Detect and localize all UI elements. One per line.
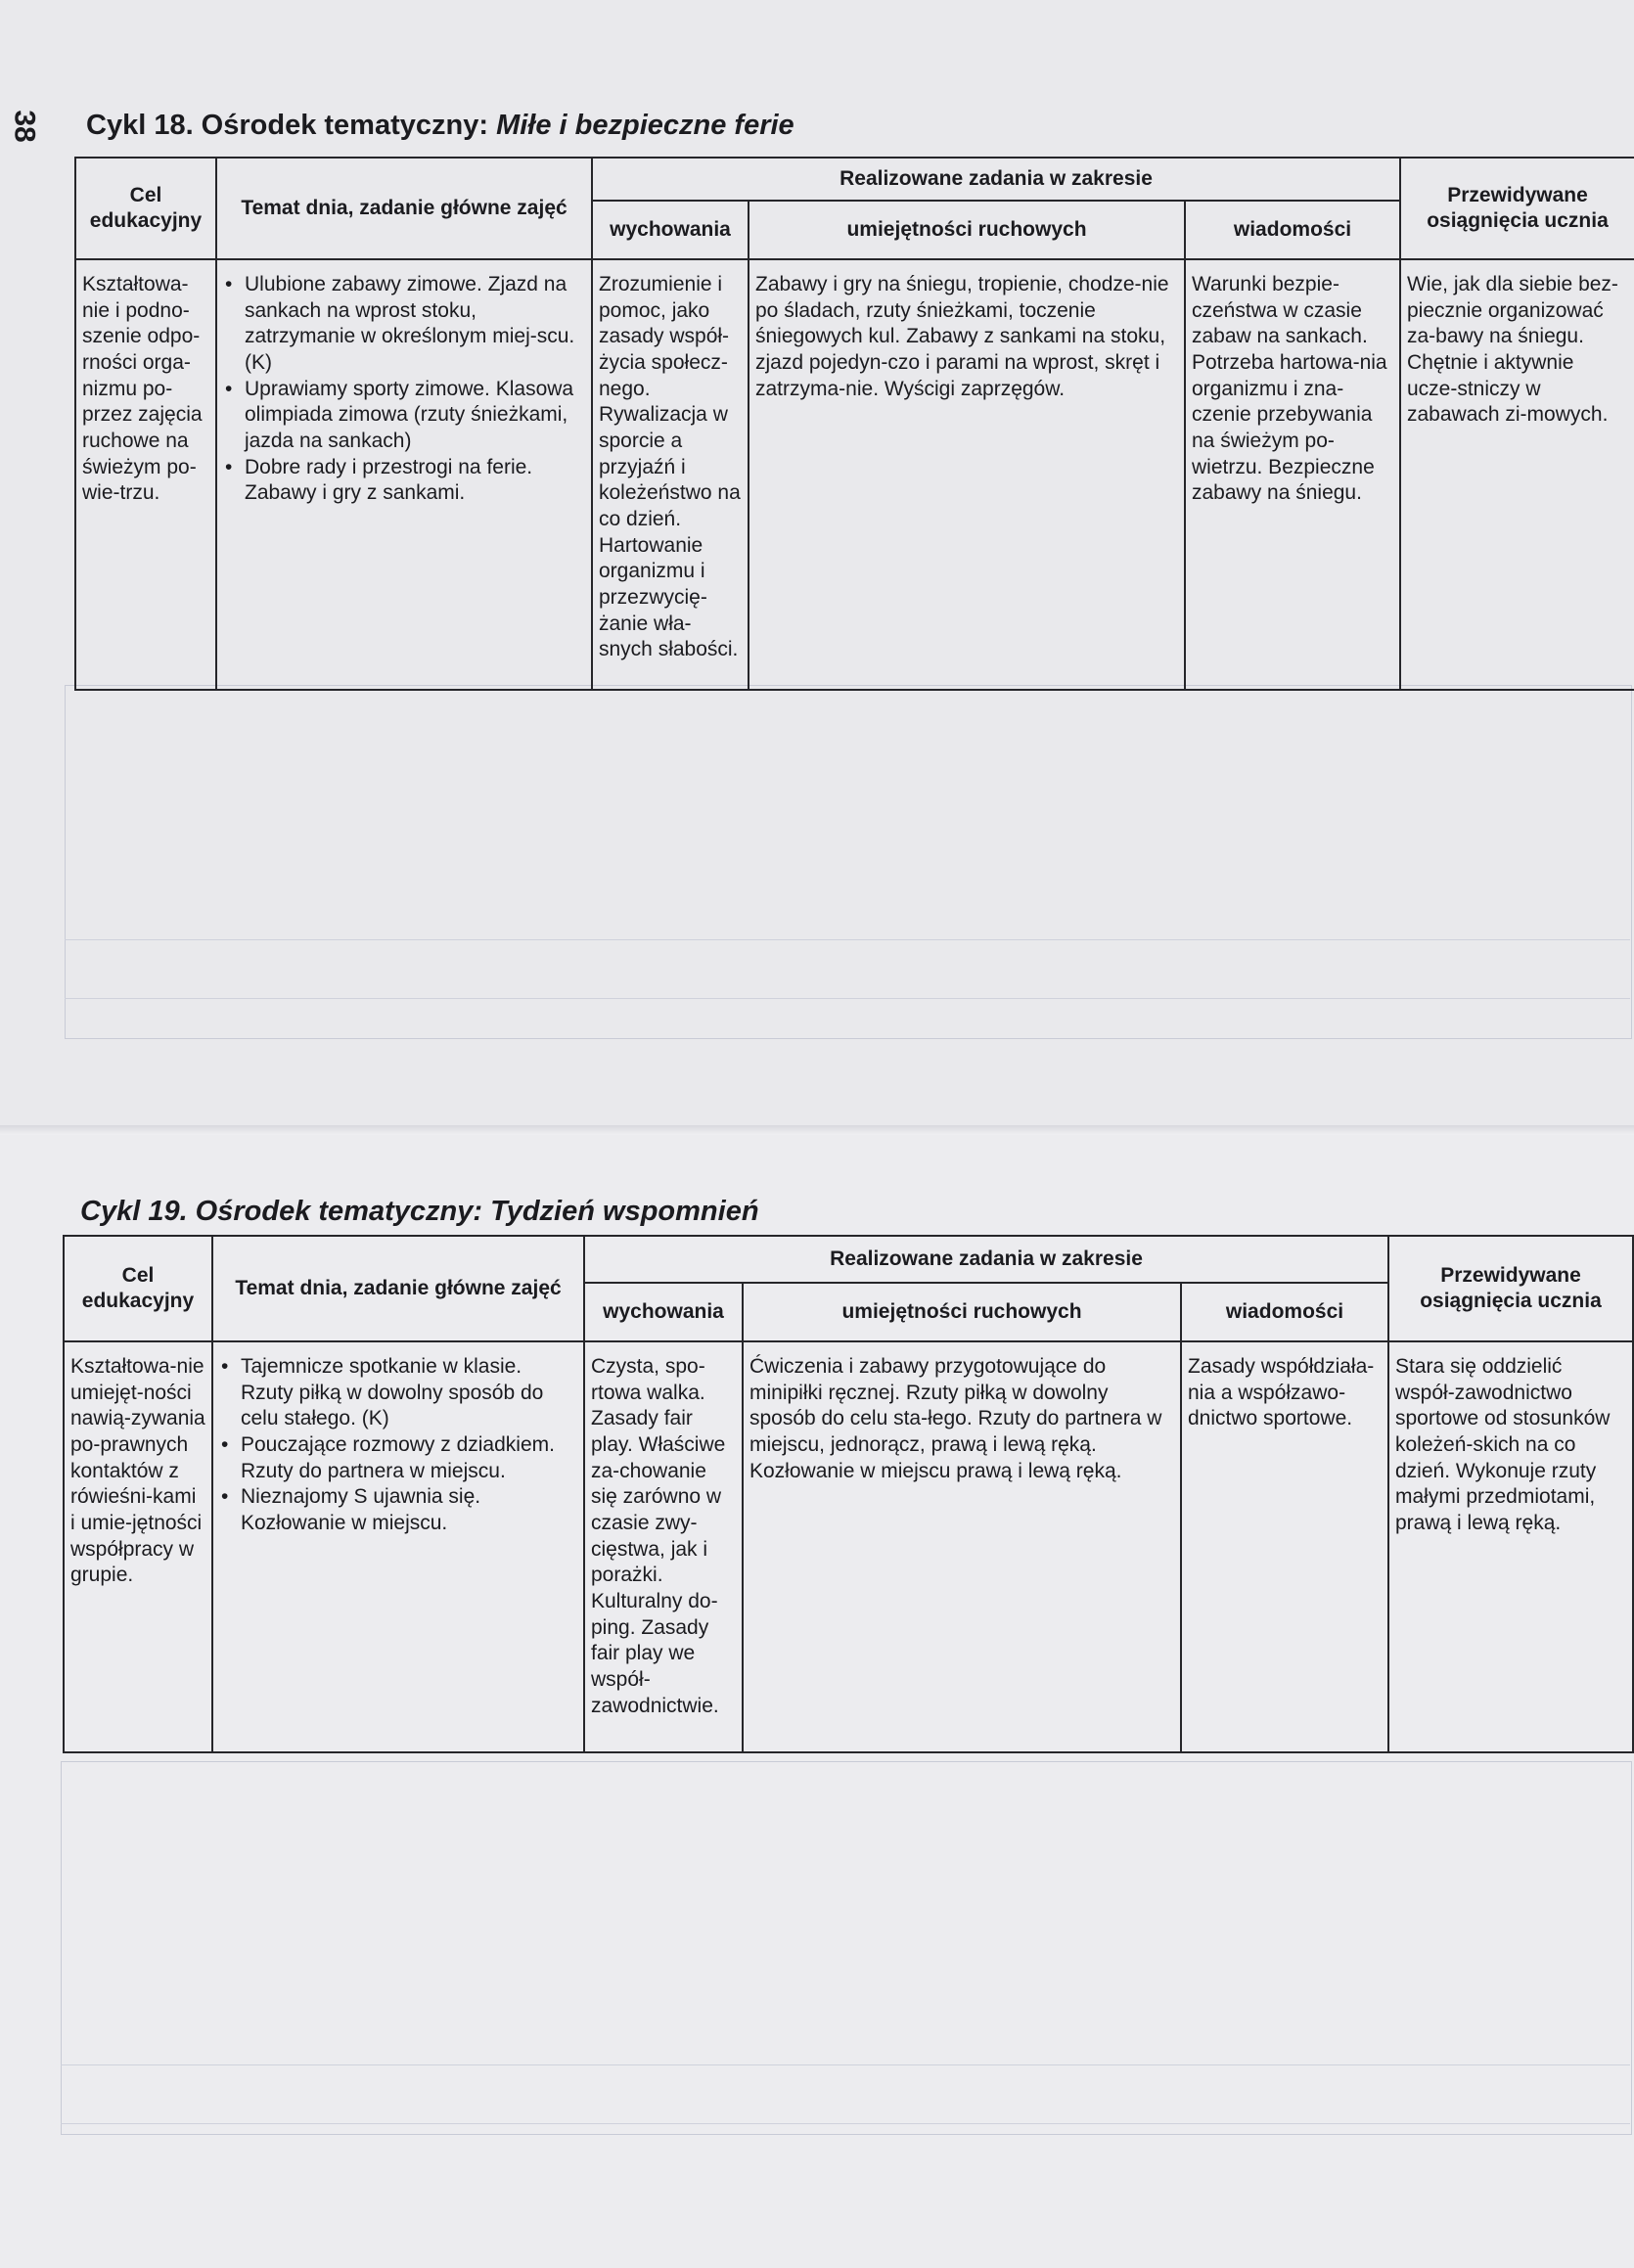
topic-list: [223, 272, 585, 507]
header-knowledge: wiadomości: [1185, 201, 1400, 259]
table-row: [64, 1341, 1633, 1752]
cycle-18-heading: [86, 110, 794, 142]
motor-skills-text: Ćwiczenia i zabawy przygotowujące do minipiłki ręcznej. Rzuty piłką w dowolny sposób do celu sta-łego. Rzuty do partnera w miejscu, jednorącz, prawą i lewą ręką. Kozłowanie w miejscu prawą i lewą ręką.: [749, 1355, 1162, 1482]
heading-topic: Miłe i bezpieczne ferie: [496, 110, 794, 141]
bleed-through-line: [65, 939, 1630, 940]
header-outcomes: Przewidywane osiągnięcia ucznia: [1400, 158, 1634, 259]
heading-prefix: Cykl 18. Ośrodek tematyczny:: [86, 110, 497, 141]
goal-text: Kształtowa-nie i podno-szenie odpo-rności orga-nizmu po-przez zajęcia ruchowe na świeżym po-wie-trzu.: [82, 273, 203, 505]
header-outcomes: Przewidywane osiągnięcia ucznia: [1388, 1236, 1633, 1341]
page-number: 38: [8, 110, 41, 143]
goal-cell: [75, 259, 216, 690]
bleed-through-line: [65, 998, 1630, 999]
header-upbringing: wychowania: [584, 1283, 743, 1341]
topic-cell: [216, 259, 592, 690]
heading-topic: Tydzień wspomnień: [490, 1196, 759, 1227]
bleed-through-line: [61, 2123, 1630, 2124]
header-tasks: Realizowane zadania w zakresie: [584, 1236, 1388, 1283]
outcomes-cell: [1400, 259, 1634, 690]
knowledge-cell: [1185, 259, 1400, 690]
heading-prefix: Cykl 19. Ośrodek tematyczny:: [80, 1196, 491, 1227]
goal-text: Kształtowa-nie umiejęt-ności nawią-zywania po-prawnych kontaktów z rówieśni-kami i umie-jętności współpracy w grupie.: [70, 1355, 205, 1587]
knowledge-text: Zasady współdziała-nia a współzawo-dnictwo sportowe.: [1188, 1355, 1375, 1430]
bleed-through-table: [61, 1761, 1632, 2135]
upbringing-cell: [592, 259, 749, 690]
motor-skills-cell: [743, 1341, 1181, 1752]
topic-item: • Uprawiamy sporty zimowe. Klasowa olimpiada zimowa (rzuty śnieżkami, jazda na sankach): [223, 377, 585, 455]
cycle-19-heading: [80, 1196, 759, 1228]
knowledge-cell: [1181, 1341, 1388, 1752]
topic-list: [219, 1354, 577, 1537]
upbringing-text: Czysta, spo-rtowa walka. Zasady fair play. Właściwe za-chowanie się zarówno w czasie zwy-cięstwa, jak i porażki. Kulturalny do-ping. Zasady fair play we współ-zawodnictwie.: [591, 1355, 726, 1717]
cycle-18-table: [74, 157, 1634, 691]
outcomes-cell: [1388, 1341, 1633, 1752]
bleed-through-table: [65, 685, 1632, 1039]
topic-item: • Ulubione zabawy zimowe. Zjazd na sankach na wprost stoku, zatrzymanie w określonym miej-scu. (K): [223, 272, 585, 377]
outcomes-text: Stara się oddzielić współ-zawodnictwo sportowe od stosunków koleżeń-skich na co dzień. Wykonuje rzuty małymi przedmiotami, prawą i lewą ręką.: [1395, 1355, 1611, 1534]
header-topic: Temat dnia, zadanie główne zajęć: [212, 1236, 584, 1341]
upbringing-text: Zrozumienie i pomoc, jako zasady współ-życia społecz-nego. Rywalizacja w sporcie a przyjaźń i koleżeństwo na co dzień. Hartowanie organizmu i przezwycię-żanie wła-snych słabości.: [599, 273, 741, 661]
topic-item: • Pouczające rozmowy z dziadkiem. Rzuty do partnera w miejscu.: [219, 1432, 577, 1484]
topic-item: • Tajemnicze spotkanie w klasie. Rzuty piłką w dowolny sposób do celu stałego. (K): [219, 1354, 577, 1432]
header-tasks: Realizowane zadania w zakresie: [592, 158, 1400, 201]
upbringing-cell: [584, 1341, 743, 1752]
header-topic: Temat dnia, zadanie główne zajęć: [216, 158, 592, 259]
topic-cell: [212, 1341, 584, 1752]
topic-item: • Dobre rady i przestrogi na ferie. Zabawy i gry z sankami.: [223, 455, 585, 507]
header-goal: Cel edukacyjny: [64, 1236, 212, 1341]
page-39: [0, 1135, 1634, 2268]
topic-item: • Nieznajomy S ujawnia się. Kozłowanie w miejscu.: [219, 1484, 577, 1536]
header-goal: Cel edukacyjny: [75, 158, 216, 259]
motor-skills-cell: [749, 259, 1185, 690]
header-upbringing: wychowania: [592, 201, 749, 259]
motor-skills-text: Zabawy i gry na śniegu, tropienie, chodze-nie po śladach, rzuty śnieżkami, toczenie śniegowych kul. Zabawy z sankami na stoku, zjazd pojedyn-czo i parami na wprost, skręt i zatrzyma-nie. Wyścigi zaprzęgów.: [755, 273, 1169, 400]
header-motor-skills: umiejętności ruchowych: [749, 201, 1185, 259]
cycle-19-table: [63, 1235, 1634, 1753]
goal-cell: [64, 1341, 212, 1752]
header-motor-skills: umiejętności ruchowych: [743, 1283, 1181, 1341]
bleed-through-line: [61, 2064, 1630, 2065]
table-row: [75, 259, 1634, 690]
header-knowledge: wiadomości: [1181, 1283, 1388, 1341]
outcomes-text: Wie, jak dla siebie bez-piecznie organizować za-bawy na śniegu. Chętnie i aktywnie ucze-stniczy w zabawach zi-mowych.: [1407, 273, 1618, 427]
knowledge-text: Warunki bezpie-czeństwa w czasie zabaw na sankach. Potrzeba hartowa-nia organizmu i zna-czenie przebywania na świeżym po-wietrzu. Bezpieczne zabawy na śniegu.: [1192, 273, 1387, 505]
